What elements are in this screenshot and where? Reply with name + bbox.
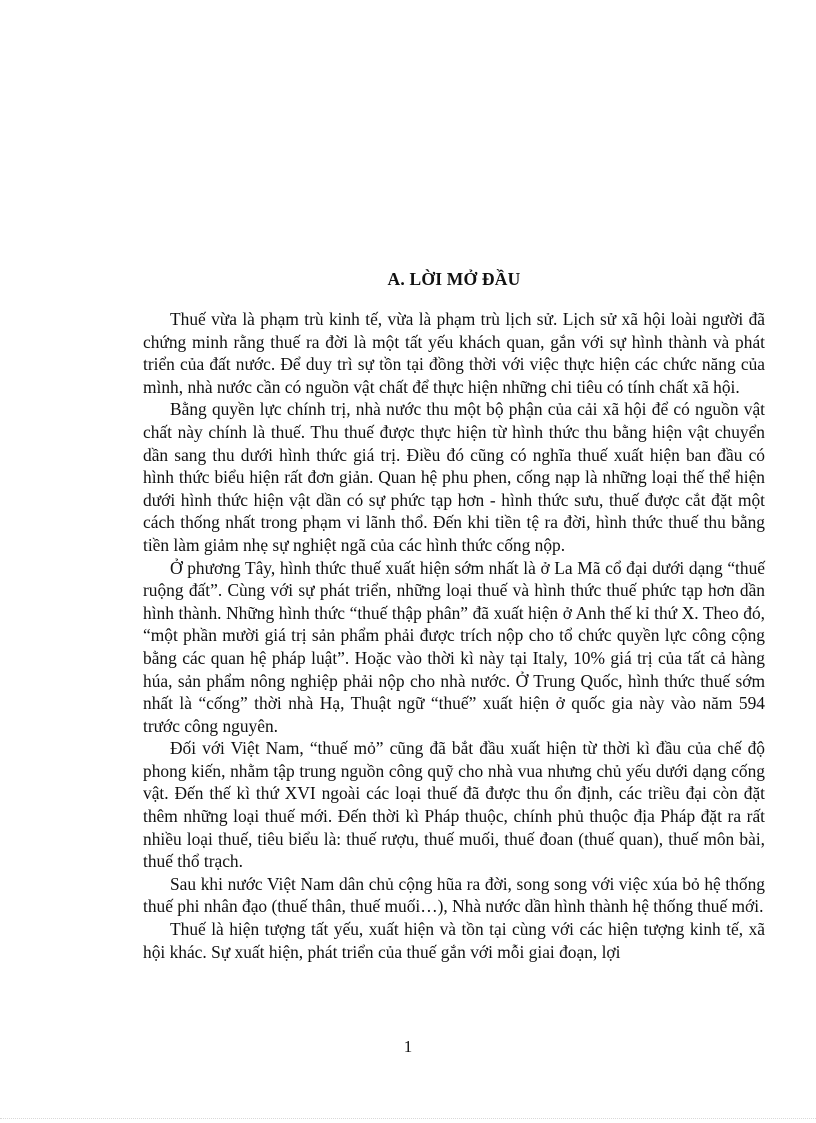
page-number: 1	[403, 1037, 413, 1056]
paragraph-6: Thuế là hiện tượng tất yếu, xuất hiện và tồn tại cùng với các hiện tượng kinh tế, xã hội khác. Sự xuất hiện, phát triển của thuế gắn với mỗi giai đoạn, lợi	[143, 919, 765, 962]
paragraph-4: Đối với Việt Nam, “thuế mỏ” cũng đã bắt đầu xuất hiện từ thời kì đầu của chế độ phong kiến, nhằm tập trung nguồn công quỹ cho nhà vua nhưng chủ yếu dưới dạng cống vật. Đến thế kì thứ XVI ngoài các loại thuế đã được thu ổn định, các triều đại còn đặt thêm những loại thuế mới. Đến thời kì Pháp thuộc, chính phủ thuộc địa Pháp đặt ra rất nhiều loại thuế, tiêu biểu là: thuế rượu, thuế muối, thuế đoan (thuế quan), thuế môn bài, thuế thổ trạch.	[143, 738, 765, 872]
document-page	[143, 268, 765, 963]
paragraph-3: Ở phương Tây, hình thức thuế xuất hiện sớm nhất là ở La Mã cổ đại dưới dạng “thuế ruộng đất”. Cùng với sự phát triển, những loại thuế và hình thức thuế phức tạp hơn dần hình thành. Những hình thức “thuế thập phân” đã xuất hiện ở Anh thế kỉ thứ X. Theo đó, “một phần mười giá trị sản phẩm phải được trích nộp cho tổ chức quyền lực công cộng bằng các quan hệ pháp luật”. Hoặc vào thời kì này tại Italy, 10% giá trị của tất cả hàng húa, sản phẩm nông nghiệp phải nộp cho nhà nước. Ở Trung Quốc, hình thức thuế sớm nhất là “cống” thời nhà Hạ, Thuật ngữ “thuế” xuất hiện ở quốc gia này vào năm 594 trước công nguyên.	[143, 557, 765, 736]
page-title: A. LỜI MỞ ĐẦU	[387, 269, 521, 289]
paragraph-5: Sau khi nước Việt Nam dân chủ cộng hũa ra đời, song song với việc xúa bỏ hệ thống thuế phi nhân đạo (thuế thân, thuế muối…), Nhà nước dần hình thành hệ thống thuế mới.	[143, 873, 765, 917]
paragraph-1: Thuế vừa là phạm trù kinh tế, vừa là phạm trù lịch sử. Lịch sử xã hội loài người đã chứng minh rằng thuế ra đời là một tất yếu khách quan, gắn với sự hình thành và phát triển của đất nước. Để duy trì sự tồn tại đồng thời với việc thực hiện các chức năng của mình, nhà nước cần có nguồn vật chất để thực hiện những chi tiêu có tính chất xã hội.	[143, 309, 765, 397]
paragraph-2: Bằng quyền lực chính trị, nhà nước thu một bộ phận của cải xã hội để có nguồn vật chất này chính là thuế. Thu thuế được thực hiện từ hình thức thu bằng hiện vật chuyển dần sang thu dưới hình thức giá trị. Điều đó cũng có nghĩa thuế xuất hiện ban đầu có hình thức biểu hiện rất đơn giản. Quan hệ phu phen, cống nạp là những loại thế thể hiện dưới hình thức hiện vật dần có sự phức tạp hơn - hình thức sưu, thuế được cắt đặt một cách thống nhất trong phạm vi lãnh thổ. Đến khi tiền tệ ra đời, hình thức thuế thu bằng tiền làm giảm nhẹ sự nghiệt ngã của các hình thức cống nộp.	[143, 399, 765, 555]
page-bottom-divider	[0, 1118, 816, 1119]
